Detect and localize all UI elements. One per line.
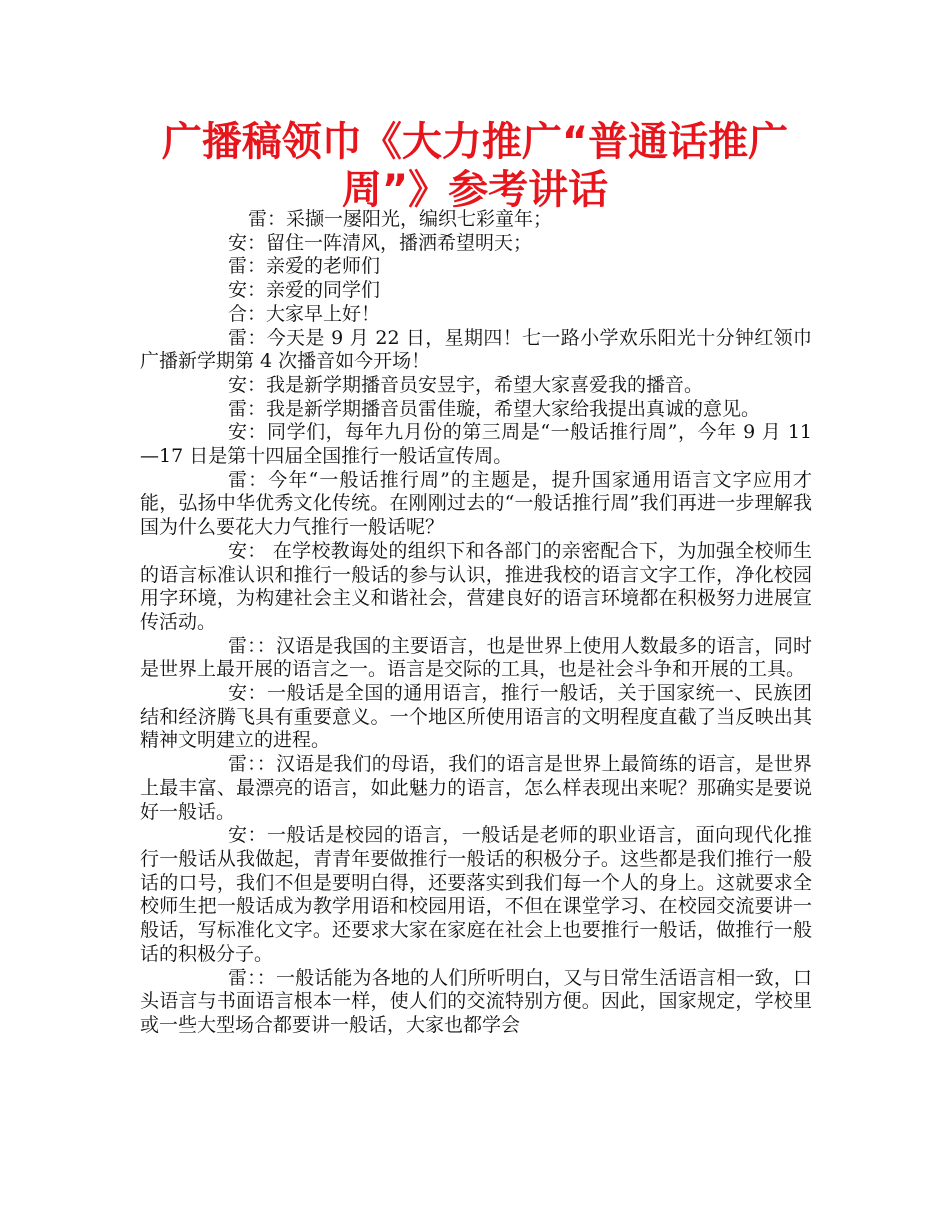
paragraph: 安：一般话是全国的通用语言，推行一般话，关于国家统一、民族团结和经济腾飞具有重要意义。一个地区所使用语言的文明程度直截了当反映出其精神文明建立的进程。: [140, 682, 812, 752]
paragraph: 雷：：汉语是我国的主要语言，也是世界上使用人数最多的语言，同时是世界上最开展的语言之一。语言是交际的工具，也是社会斗争和开展的工具。: [140, 634, 812, 681]
title-line-1: 广播稿领巾《大力推广“普通话推广: [161, 119, 789, 165]
paragraph: 雷：今天是 9 月 22 日，星期四！七一路小学欢乐阳光十分钟红领巾广播新学期第 4 次播音如今开场！: [140, 326, 812, 373]
paragraph: 合：大家早上好！: [228, 302, 381, 325]
paragraph: 雷：亲爱的老师们: [228, 255, 381, 278]
document-title: [140, 118, 810, 214]
paragraph: 安：亲爱的同学们: [228, 279, 381, 302]
paragraph: 雷：我是新学期播音员雷佳璇，希望大家给我提出真诚的意见。: [228, 397, 761, 420]
paragraph: 雷：：汉语是我们的母语，我们的语言是世界上最简练的语言，是世界上最丰富、最漂亮的语言，如此魅力的语言，怎么样表现出来呢？那确实是要说好一般话。: [140, 753, 812, 823]
document-body: [140, 208, 812, 1038]
paragraph: 雷：：一般话能为各地的人们所听明白，又与日常生活语言相一致，口头语言与书面语言根本一样，使人们的交流特别方便。因此，国家规定，学校里或一些大型场合都要讲一般话，大家也都学会: [140, 966, 812, 1036]
paragraph: 安：同学们，每年九月份的第三周是“一般话推行周”，今年 9 月 11—17 日是第十四届全国推行一般话宣传周。: [140, 421, 812, 468]
paragraph: 安：留住一阵清风，播洒希望明天；: [228, 231, 533, 254]
paragraph: 雷：今年“一般话推行周”的主题是，提升国家通用语言文字应用才能，弘扬中华优秀文化传统。在刚刚过去的“一般话推行周”我们再进一步理解我国为什么要花大力气推行一般话呢？: [140, 468, 812, 539]
paragraph: 雷：采撷一屡阳光，编织七彩童年；: [248, 208, 553, 230]
title-line-2: 周”》参考讲话: [341, 167, 609, 213]
paragraph: 安：我是新学期播音员安昱宇，希望大家喜爱我的播音。: [228, 373, 704, 396]
paragraph: 安：一般话是校园的语言，一般话是老师的职业语言，面向现代化推行一般话从我做起，青青年要做推行一般话的积极分子。这些都是我们推行一般话的口号，我们不但是要明白得，还要落实到我们每一个人的身上。这就要求全校师生把一般话成为教学用语和校园用语，不但在课堂学习、在校园交流要讲一般话，写标准化文字。还要求大家在家庭在社会上也要推行一般话，做推行一般话的积极分子。: [140, 824, 812, 965]
paragraph: 安： 在学校教诲处的组织下和各部门的亲密配合下，为加强全校师生的语言标准认识和推行一般话的参与认识，推进我校的语言文字工作，净化校园用字环境，为构建社会主义和谐社会，营建良好的语言环境都在积极努力进展宣传活动。: [140, 539, 812, 633]
